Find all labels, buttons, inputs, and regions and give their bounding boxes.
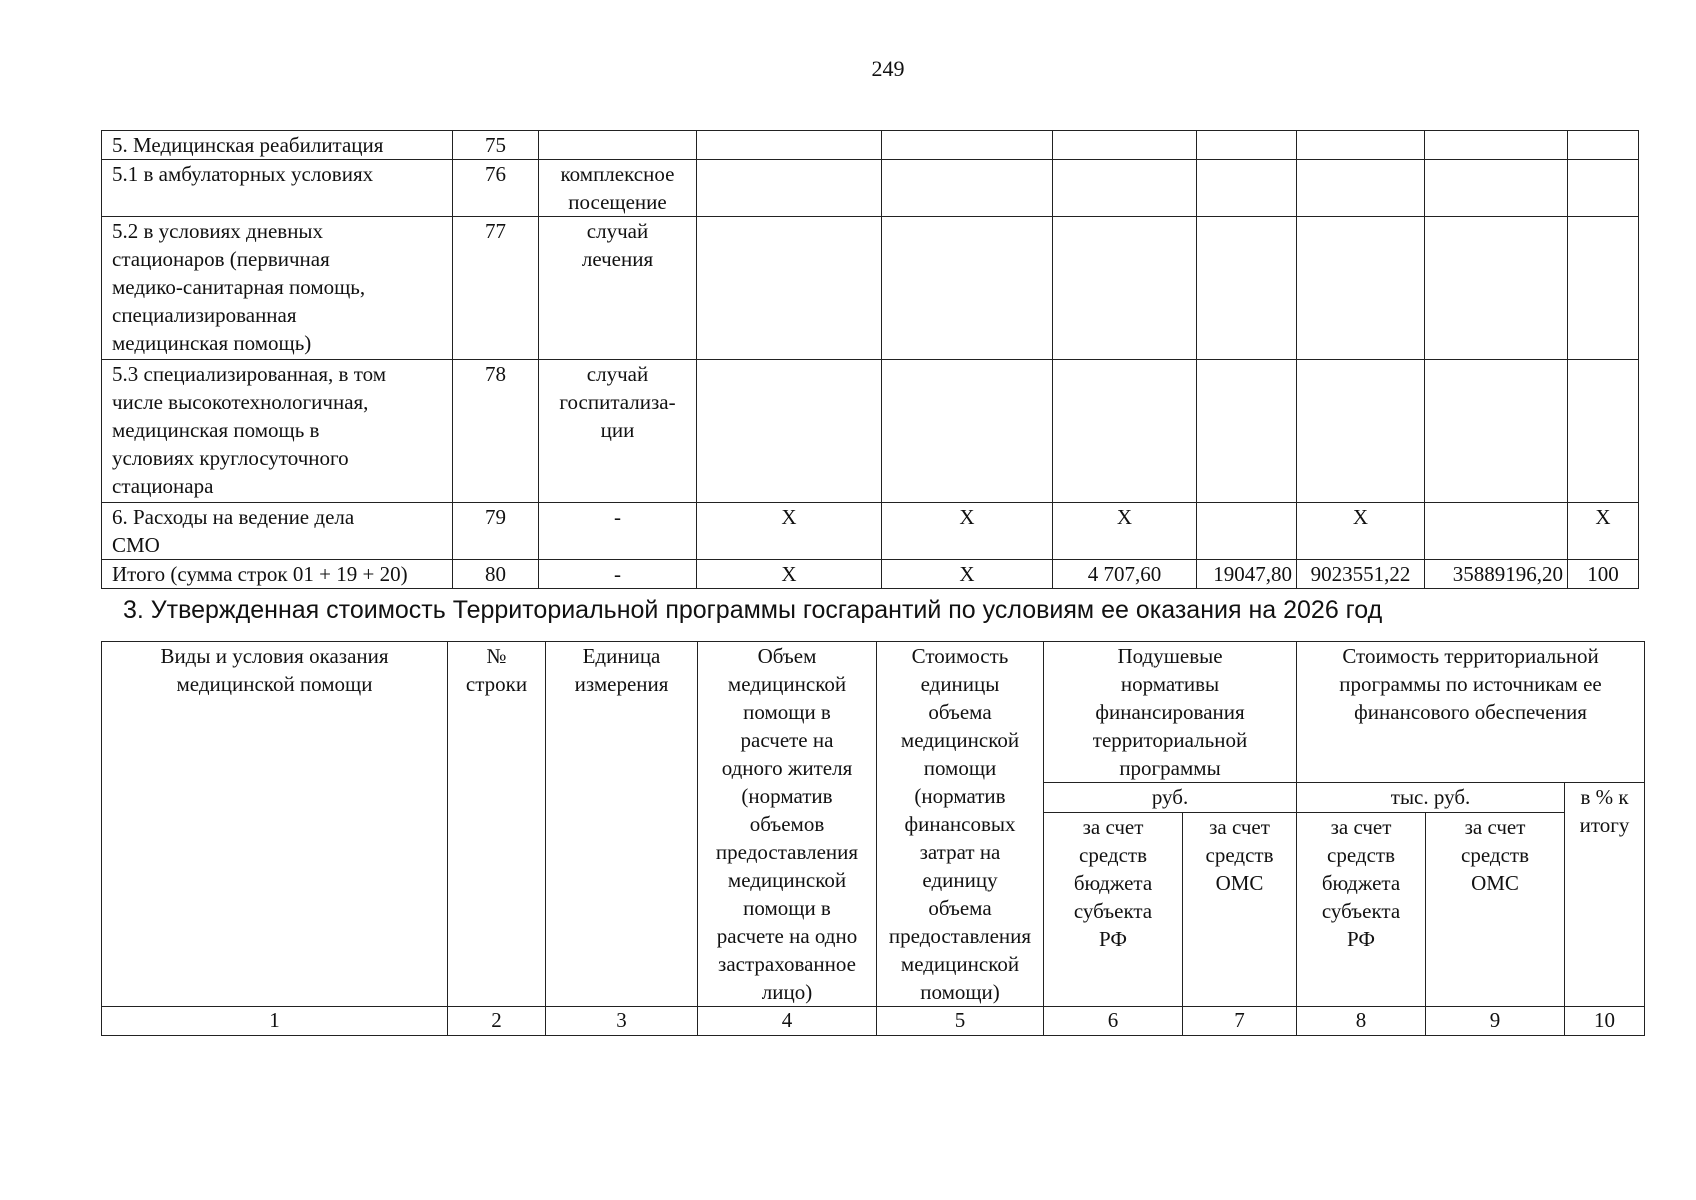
volume-cell (697, 217, 882, 360)
header-unit-cost: Стоимость единицы объема медицинской помощи (норматив финансовых затрат на единицу объема предоставления медицинской помощи) (877, 642, 1044, 1007)
header-percent-of-total: в % к итогу (1565, 783, 1645, 1007)
volume-cell: X (697, 560, 882, 589)
per-capita-budget-cell (1053, 131, 1197, 160)
unit-cost-cell (882, 360, 1053, 503)
cost-budget-cell (1297, 131, 1425, 160)
cost-budget-cell: 9023551,22 (1297, 560, 1425, 589)
unit-cost-cell: X (882, 560, 1053, 589)
unit-cell: комплексное посещение (539, 160, 697, 217)
percent-cell (1568, 131, 1639, 160)
volume-cell (697, 160, 882, 217)
row-number: 78 (453, 360, 539, 503)
column-number: 1 (102, 1007, 448, 1036)
unit-cell: случай лечения (539, 217, 697, 360)
unit-cost-cell (882, 217, 1053, 360)
column-number: 8 (1297, 1007, 1426, 1036)
row-label: 5.3 специализированная, в том числе высокотехнологичная, медицинская помощь в условиях круглосуточного стационара (102, 360, 453, 503)
per-capita-budget-cell: X (1053, 503, 1197, 560)
table-row (102, 131, 1639, 160)
row-number: 76 (453, 160, 539, 217)
volume-cell (697, 131, 882, 160)
header-volume: Объем медицинской помощи в расчете на одного жителя (норматив объемов предоставления медицинской помощи в расчете на одно застрахованное лицо) (698, 642, 877, 1007)
column-number: 2 (448, 1007, 546, 1036)
header-cost-oms: за счет средств ОМС (1426, 813, 1565, 1007)
table-row (102, 217, 1639, 360)
unit-cell: случай госпитализа- ции (539, 360, 697, 503)
cost-budget-cell: X (1297, 503, 1425, 560)
per-capita-oms-cell (1197, 360, 1297, 503)
per-capita-oms-cell (1197, 503, 1297, 560)
per-capita-budget-cell (1053, 217, 1197, 360)
per-capita-budget-cell: 4 707,60 (1053, 560, 1197, 589)
unit-cost-cell (882, 160, 1053, 217)
unit-cost-cell: X (882, 503, 1053, 560)
column-number: 10 (1565, 1007, 1645, 1036)
row-number: 77 (453, 217, 539, 360)
cost-oms-cell: 35889196,20 (1425, 560, 1568, 589)
per-capita-oms-cell (1197, 131, 1297, 160)
per-capita-oms-cell (1197, 217, 1297, 360)
column-number-row (102, 1007, 1645, 1036)
header-unit: Единица измерения (546, 642, 698, 1007)
row-label: 6. Расходы на ведение дела СМО (102, 503, 453, 560)
row-number: 75 (453, 131, 539, 160)
page-number: 249 (871, 56, 905, 81)
cost-oms-cell (1425, 160, 1568, 217)
per-capita-oms-cell: 19047,80 (1197, 560, 1297, 589)
per-capita-oms-cell (1197, 160, 1297, 217)
section-heading: 3. Утвержденная стоимость Территориальной программы госгарантий по условиям ее оказания на 2026 год (123, 596, 1383, 624)
header-per-capita-norms: Подушевые нормативы финансирования территориальной программы (1044, 642, 1297, 783)
percent-cell (1568, 160, 1639, 217)
header-program-cost: Стоимость территориальной программы по источникам ее финансового обеспечения (1297, 642, 1645, 783)
header-per-capita-oms: за счет средств ОМС (1183, 813, 1297, 1007)
row-number: 80 (453, 560, 539, 589)
cost-oms-cell (1425, 217, 1568, 360)
cost-oms-cell (1425, 503, 1568, 560)
header-care-type: Виды и условия оказания медицинской помощи (102, 642, 448, 1007)
percent-cell: X (1568, 503, 1639, 560)
cost-budget-cell (1297, 217, 1425, 360)
table-row (102, 360, 1639, 503)
header-row-number: № строки (448, 642, 546, 1007)
table-row (102, 503, 1639, 560)
table-cost-by-conditions (101, 641, 1645, 1036)
unit-cost-cell (882, 131, 1053, 160)
header-row (102, 642, 1645, 783)
header-per-capita-budget: за счет средств бюджета субъекта РФ (1044, 813, 1183, 1007)
column-number: 9 (1426, 1007, 1565, 1036)
row-number: 79 (453, 503, 539, 560)
cost-oms-cell (1425, 360, 1568, 503)
row-label: Итого (сумма строк 01 + 19 + 20) (102, 560, 453, 589)
percent-cell: 100 (1568, 560, 1639, 589)
row-label: 5. Медицинская реабилитация (102, 131, 453, 160)
column-number: 3 (546, 1007, 698, 1036)
header-thousand-rub: тыс. руб. (1297, 783, 1565, 813)
row-label: 5.1 в амбулаторных условиях (102, 160, 453, 217)
column-number: 7 (1183, 1007, 1297, 1036)
table-row-total (102, 560, 1639, 589)
per-capita-budget-cell (1053, 360, 1197, 503)
unit-cell (539, 131, 697, 160)
table-previous-section (101, 130, 1639, 589)
header-cost-budget: за счет средств бюджета субъекта РФ (1297, 813, 1426, 1007)
unit-cell: - (539, 503, 697, 560)
column-number: 6 (1044, 1007, 1183, 1036)
volume-cell (697, 360, 882, 503)
cost-oms-cell (1425, 131, 1568, 160)
cost-budget-cell (1297, 160, 1425, 217)
per-capita-budget-cell (1053, 160, 1197, 217)
unit-cell: - (539, 560, 697, 589)
header-rub: руб. (1044, 783, 1297, 813)
percent-cell (1568, 360, 1639, 503)
cost-budget-cell (1297, 360, 1425, 503)
table-row (102, 160, 1639, 217)
volume-cell: X (697, 503, 882, 560)
percent-cell (1568, 217, 1639, 360)
column-number: 4 (698, 1007, 877, 1036)
row-label: 5.2 в условиях дневных стационаров (первичная медико-санитарная помощь, специализированная медицинская помощь) (102, 217, 453, 360)
column-number: 5 (877, 1007, 1044, 1036)
